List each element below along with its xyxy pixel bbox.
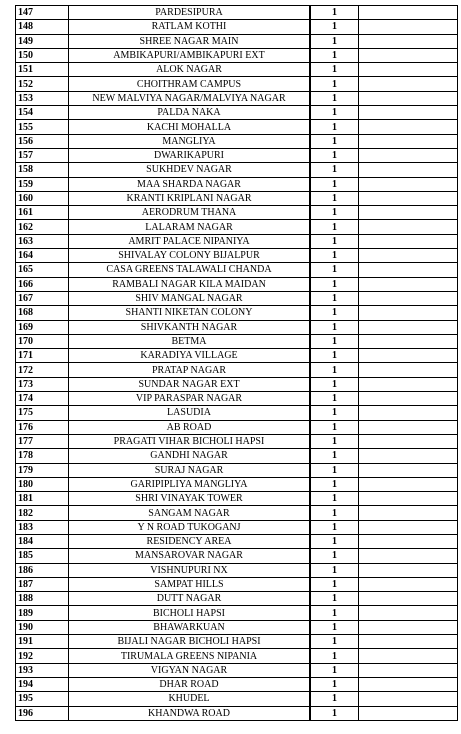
locality-name-cell: PARDESIPURA xyxy=(69,6,311,20)
locality-name-cell: KACHI MOHALLA xyxy=(69,120,311,134)
serial-number-cell: 177 xyxy=(16,434,69,448)
empty-cell xyxy=(359,291,458,305)
serial-number-cell: 180 xyxy=(16,477,69,491)
table-row xyxy=(16,606,458,620)
table-body xyxy=(16,6,458,721)
empty-cell xyxy=(359,77,458,91)
table-row xyxy=(16,263,458,277)
count-cell: 1 xyxy=(310,506,359,520)
table-row xyxy=(16,706,458,720)
locality-name-cell: LASUDIA xyxy=(69,406,311,420)
empty-cell xyxy=(359,463,458,477)
locality-name-cell: PRAGATI VIHAR BICHOLI HAPSI xyxy=(69,434,311,448)
locality-name-cell: AERODRUM THANA xyxy=(69,206,311,220)
count-cell: 1 xyxy=(310,420,359,434)
table-row xyxy=(16,692,458,706)
table-row xyxy=(16,234,458,248)
table-row xyxy=(16,377,458,391)
table-row xyxy=(16,392,458,406)
empty-cell xyxy=(359,635,458,649)
serial-number-cell: 151 xyxy=(16,63,69,77)
count-cell: 1 xyxy=(310,234,359,248)
empty-cell xyxy=(359,363,458,377)
serial-number-cell: 157 xyxy=(16,148,69,162)
serial-number-cell: 172 xyxy=(16,363,69,377)
count-cell: 1 xyxy=(310,77,359,91)
table-row xyxy=(16,477,458,491)
empty-cell xyxy=(359,249,458,263)
count-cell: 1 xyxy=(310,620,359,634)
count-cell: 1 xyxy=(310,291,359,305)
count-cell: 1 xyxy=(310,306,359,320)
table-row xyxy=(16,520,458,534)
serial-number-cell: 182 xyxy=(16,506,69,520)
empty-cell xyxy=(359,649,458,663)
serial-number-cell: 188 xyxy=(16,592,69,606)
table-row xyxy=(16,206,458,220)
serial-number-cell: 171 xyxy=(16,349,69,363)
count-cell: 1 xyxy=(310,563,359,577)
locality-name-cell: CASA GREENS TALAWALI CHANDA xyxy=(69,263,311,277)
table-row xyxy=(16,563,458,577)
locality-name-cell: TIRUMALA GREENS NIPANIA xyxy=(69,649,311,663)
locality-name-cell: AB ROAD xyxy=(69,420,311,434)
table-row xyxy=(16,291,458,305)
empty-cell xyxy=(359,163,458,177)
empty-cell xyxy=(359,6,458,20)
locality-name-cell: DUTT NAGAR xyxy=(69,592,311,606)
empty-cell xyxy=(359,334,458,348)
empty-cell xyxy=(359,34,458,48)
count-cell: 1 xyxy=(310,277,359,291)
serial-number-cell: 168 xyxy=(16,306,69,320)
serial-number-cell: 153 xyxy=(16,91,69,105)
table-row xyxy=(16,620,458,634)
table-row xyxy=(16,177,458,191)
locality-name-cell: RESIDENCY AREA xyxy=(69,534,311,548)
table-row xyxy=(16,120,458,134)
table-row xyxy=(16,549,458,563)
empty-cell xyxy=(359,220,458,234)
serial-number-cell: 187 xyxy=(16,577,69,591)
locality-name-cell: LALARAM NAGAR xyxy=(69,220,311,234)
serial-number-cell: 176 xyxy=(16,420,69,434)
serial-number-cell: 183 xyxy=(16,520,69,534)
count-cell: 1 xyxy=(310,249,359,263)
locality-name-cell: AMBIKAPURI/AMBIKAPURI EXT xyxy=(69,48,311,62)
serial-number-cell: 149 xyxy=(16,34,69,48)
count-cell: 1 xyxy=(310,120,359,134)
locality-name-cell: VIP PARASPAR NAGAR xyxy=(69,392,311,406)
serial-number-cell: 185 xyxy=(16,549,69,563)
empty-cell xyxy=(359,549,458,563)
locality-name-cell: SHIVKANTH NAGAR xyxy=(69,320,311,334)
table-row xyxy=(16,677,458,691)
empty-cell xyxy=(359,663,458,677)
empty-cell xyxy=(359,177,458,191)
table-row xyxy=(16,77,458,91)
serial-number-cell: 160 xyxy=(16,191,69,205)
count-cell: 1 xyxy=(310,463,359,477)
serial-number-cell: 179 xyxy=(16,463,69,477)
serial-number-cell: 175 xyxy=(16,406,69,420)
count-cell: 1 xyxy=(310,520,359,534)
count-cell: 1 xyxy=(310,48,359,62)
table-row xyxy=(16,363,458,377)
empty-cell xyxy=(359,477,458,491)
empty-cell xyxy=(359,263,458,277)
empty-cell xyxy=(359,449,458,463)
locality-name-cell: PALDA NAKA xyxy=(69,106,311,120)
empty-cell xyxy=(359,20,458,34)
serial-number-cell: 169 xyxy=(16,320,69,334)
empty-cell xyxy=(359,106,458,120)
empty-cell xyxy=(359,306,458,320)
count-cell: 1 xyxy=(310,263,359,277)
count-cell: 1 xyxy=(310,549,359,563)
count-cell: 1 xyxy=(310,477,359,491)
table-row xyxy=(16,306,458,320)
locality-name-cell: CHOITHRAM CAMPUS xyxy=(69,77,311,91)
count-cell: 1 xyxy=(310,20,359,34)
count-cell: 1 xyxy=(310,577,359,591)
serial-number-cell: 148 xyxy=(16,20,69,34)
locality-name-cell: MANGLIYA xyxy=(69,134,311,148)
serial-number-cell: 192 xyxy=(16,649,69,663)
serial-number-cell: 155 xyxy=(16,120,69,134)
locality-name-cell: BICHOLI HAPSI xyxy=(69,606,311,620)
table-row xyxy=(16,6,458,20)
serial-number-cell: 147 xyxy=(16,6,69,20)
empty-cell xyxy=(359,692,458,706)
serial-number-cell: 174 xyxy=(16,392,69,406)
count-cell: 1 xyxy=(310,177,359,191)
empty-cell xyxy=(359,506,458,520)
locality-name-cell: KRANTI KRIPLANI NAGAR xyxy=(69,191,311,205)
locality-name-cell: BHAWARKUAN xyxy=(69,620,311,634)
table-row xyxy=(16,334,458,348)
table-row xyxy=(16,534,458,548)
locality-name-cell: SUNDAR NAGAR EXT xyxy=(69,377,311,391)
empty-cell xyxy=(359,563,458,577)
count-cell: 1 xyxy=(310,449,359,463)
locality-name-cell: SANGAM NAGAR xyxy=(69,506,311,520)
table-row xyxy=(16,434,458,448)
empty-cell xyxy=(359,148,458,162)
count-cell: 1 xyxy=(310,134,359,148)
table-row xyxy=(16,91,458,105)
empty-cell xyxy=(359,420,458,434)
locality-name-cell: SHANTI NIKETAN COLONY xyxy=(69,306,311,320)
empty-cell xyxy=(359,434,458,448)
locality-table xyxy=(15,5,458,721)
locality-name-cell: KHANDWA ROAD xyxy=(69,706,311,720)
count-cell: 1 xyxy=(310,34,359,48)
table-row xyxy=(16,592,458,606)
empty-cell xyxy=(359,577,458,591)
count-cell: 1 xyxy=(310,677,359,691)
table-row xyxy=(16,48,458,62)
count-cell: 1 xyxy=(310,320,359,334)
empty-cell xyxy=(359,534,458,548)
table-row xyxy=(16,249,458,263)
empty-cell xyxy=(359,392,458,406)
locality-name-cell: BIJALI NAGAR BICHOLI HAPSI xyxy=(69,635,311,649)
table-row xyxy=(16,191,458,205)
serial-number-cell: 161 xyxy=(16,206,69,220)
serial-number-cell: 156 xyxy=(16,134,69,148)
count-cell: 1 xyxy=(310,692,359,706)
serial-number-cell: 194 xyxy=(16,677,69,691)
table-row xyxy=(16,463,458,477)
empty-cell xyxy=(359,406,458,420)
empty-cell xyxy=(359,520,458,534)
table-row xyxy=(16,277,458,291)
count-cell: 1 xyxy=(310,334,359,348)
count-cell: 1 xyxy=(310,363,359,377)
count-cell: 1 xyxy=(310,406,359,420)
locality-name-cell: SAMPAT HILLS xyxy=(69,577,311,591)
empty-cell xyxy=(359,234,458,248)
locality-name-cell: SHREE NAGAR MAIN xyxy=(69,34,311,48)
locality-name-cell: ALOK NAGAR xyxy=(69,63,311,77)
count-cell: 1 xyxy=(310,377,359,391)
locality-name-cell: GARIPIPLIYA MANGLIYA xyxy=(69,477,311,491)
serial-number-cell: 173 xyxy=(16,377,69,391)
locality-name-cell: SHIV MANGAL NAGAR xyxy=(69,291,311,305)
serial-number-cell: 154 xyxy=(16,106,69,120)
empty-cell xyxy=(359,706,458,720)
empty-cell xyxy=(359,377,458,391)
serial-number-cell: 193 xyxy=(16,663,69,677)
locality-name-cell: SHIVALAY COLONY BIJALPUR xyxy=(69,249,311,263)
locality-name-cell: KARADIYA VILLAGE xyxy=(69,349,311,363)
locality-name-cell: AMRIT PALACE NIPANIYA xyxy=(69,234,311,248)
table-row xyxy=(16,63,458,77)
count-cell: 1 xyxy=(310,163,359,177)
table-row xyxy=(16,577,458,591)
serial-number-cell: 195 xyxy=(16,692,69,706)
count-cell: 1 xyxy=(310,592,359,606)
locality-name-cell: VISHNUPURI NX xyxy=(69,563,311,577)
serial-number-cell: 170 xyxy=(16,334,69,348)
empty-cell xyxy=(359,48,458,62)
empty-cell xyxy=(359,620,458,634)
table-row xyxy=(16,406,458,420)
locality-name-cell: BETMA xyxy=(69,334,311,348)
locality-name-cell: PRATAP NAGAR xyxy=(69,363,311,377)
table-row xyxy=(16,663,458,677)
count-cell: 1 xyxy=(310,606,359,620)
serial-number-cell: 181 xyxy=(16,492,69,506)
serial-number-cell: 158 xyxy=(16,163,69,177)
count-cell: 1 xyxy=(310,349,359,363)
locality-name-cell: SUKHDEV NAGAR xyxy=(69,163,311,177)
count-cell: 1 xyxy=(310,63,359,77)
serial-number-cell: 186 xyxy=(16,563,69,577)
serial-number-cell: 196 xyxy=(16,706,69,720)
serial-number-cell: 178 xyxy=(16,449,69,463)
count-cell: 1 xyxy=(310,206,359,220)
count-cell: 1 xyxy=(310,106,359,120)
count-cell: 1 xyxy=(310,534,359,548)
locality-name-cell: NEW MALVIYA NAGAR/MALVIYA NAGAR xyxy=(69,91,311,105)
locality-name-cell: SHRI VINAYAK TOWER xyxy=(69,492,311,506)
empty-cell xyxy=(359,91,458,105)
empty-cell xyxy=(359,320,458,334)
locality-name-cell: DWARIKAPURI xyxy=(69,148,311,162)
table-row xyxy=(16,492,458,506)
empty-cell xyxy=(359,277,458,291)
serial-number-cell: 150 xyxy=(16,48,69,62)
count-cell: 1 xyxy=(310,663,359,677)
count-cell: 1 xyxy=(310,191,359,205)
table-row xyxy=(16,106,458,120)
count-cell: 1 xyxy=(310,392,359,406)
table-row xyxy=(16,349,458,363)
empty-cell xyxy=(359,349,458,363)
serial-number-cell: 165 xyxy=(16,263,69,277)
table-row xyxy=(16,635,458,649)
locality-name-cell: KHUDEL xyxy=(69,692,311,706)
empty-cell xyxy=(359,606,458,620)
count-cell: 1 xyxy=(310,148,359,162)
locality-name-cell: VIGYAN NAGAR xyxy=(69,663,311,677)
empty-cell xyxy=(359,191,458,205)
empty-cell xyxy=(359,492,458,506)
serial-number-cell: 189 xyxy=(16,606,69,620)
table-row xyxy=(16,163,458,177)
table-row xyxy=(16,649,458,663)
locality-name-cell: DHAR ROAD xyxy=(69,677,311,691)
serial-number-cell: 167 xyxy=(16,291,69,305)
count-cell: 1 xyxy=(310,492,359,506)
empty-cell xyxy=(359,677,458,691)
serial-number-cell: 166 xyxy=(16,277,69,291)
serial-number-cell: 191 xyxy=(16,635,69,649)
count-cell: 1 xyxy=(310,434,359,448)
serial-number-cell: 159 xyxy=(16,177,69,191)
locality-name-cell: RATLAM KOTHI xyxy=(69,20,311,34)
count-cell: 1 xyxy=(310,6,359,20)
locality-name-cell: MAA SHARDA NAGAR xyxy=(69,177,311,191)
empty-cell xyxy=(359,120,458,134)
locality-name-cell: Y N ROAD TUKOGANJ xyxy=(69,520,311,534)
table-row xyxy=(16,220,458,234)
locality-name-cell: SURAJ NAGAR xyxy=(69,463,311,477)
table-row xyxy=(16,134,458,148)
table-row xyxy=(16,506,458,520)
count-cell: 1 xyxy=(310,649,359,663)
empty-cell xyxy=(359,592,458,606)
serial-number-cell: 162 xyxy=(16,220,69,234)
count-cell: 1 xyxy=(310,706,359,720)
locality-name-cell: MANSAROVAR NAGAR xyxy=(69,549,311,563)
table-row xyxy=(16,420,458,434)
empty-cell xyxy=(359,63,458,77)
table-row xyxy=(16,320,458,334)
empty-cell xyxy=(359,134,458,148)
count-cell: 1 xyxy=(310,635,359,649)
table-row xyxy=(16,148,458,162)
table-row xyxy=(16,449,458,463)
serial-number-cell: 164 xyxy=(16,249,69,263)
serial-number-cell: 184 xyxy=(16,534,69,548)
serial-number-cell: 152 xyxy=(16,77,69,91)
table-row xyxy=(16,34,458,48)
empty-cell xyxy=(359,206,458,220)
table-row xyxy=(16,20,458,34)
serial-number-cell: 163 xyxy=(16,234,69,248)
count-cell: 1 xyxy=(310,91,359,105)
locality-name-cell: GANDHI NAGAR xyxy=(69,449,311,463)
count-cell: 1 xyxy=(310,220,359,234)
serial-number-cell: 190 xyxy=(16,620,69,634)
locality-name-cell: RAMBALI NAGAR KILA MAIDAN xyxy=(69,277,311,291)
